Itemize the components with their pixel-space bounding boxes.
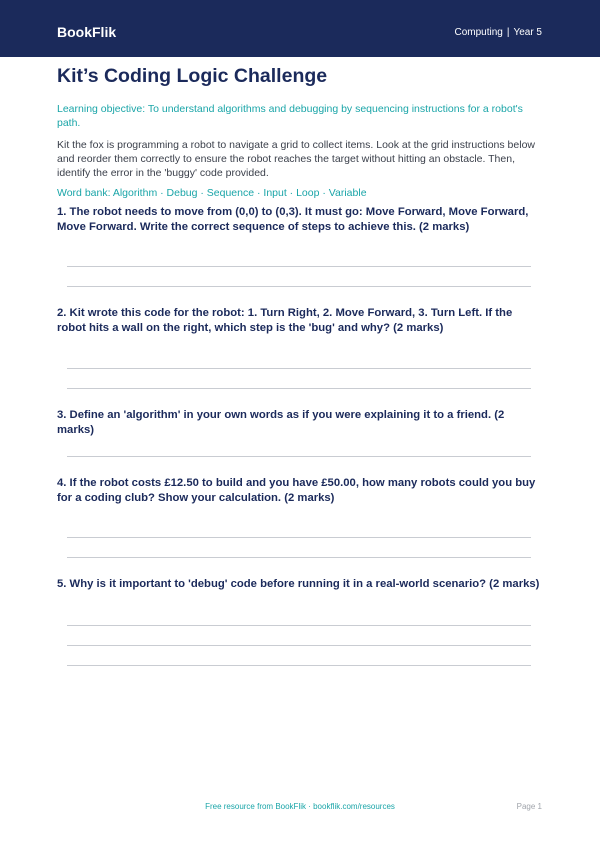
question-2: 2. Kit wrote this code for the robot: 1. Turn Right, 2. Move Forward, 3. Turn Left. If the robot hits a wall on the right, which step is the 'bug' and why? (2 marks) <box>57 307 513 334</box>
year-label: Year 5 <box>513 27 542 38</box>
page-title: Kit’s Coding Logic Challenge <box>57 65 328 87</box>
question-1: 1. The robot needs to move from (0,0) to (0,3). It must go: Move Forward, Move Forward, Move Forward. Write the correct sequence of steps to achieve this. (2 marks) <box>57 206 529 233</box>
answer-line[interactable] <box>67 557 531 558</box>
answer-line[interactable] <box>67 266 531 267</box>
page-number: Page 1 <box>516 802 542 811</box>
question-5: 5. Why is it important to 'debug' code before running it in a real-world scenario? (2 marks) <box>57 578 540 590</box>
answer-line[interactable] <box>67 665 531 666</box>
worksheet-intro <box>57 64 543 200</box>
question-4: 4. If the robot costs £12.50 to build and you have £50.00, how many robots could you buy for a coding club? Show your calculation. (2 marks) <box>57 477 536 504</box>
answer-line[interactable] <box>67 368 531 369</box>
answer-line[interactable] <box>67 625 531 626</box>
intro-text: Kit the fox is programming a robot to navigate a grid to collect items. Look at the grid instructions below and reorder them correctly to ensure the robot reaches the target without hitting an obstacle. Then, identify the error in the 'buggy' code provided. <box>57 139 535 179</box>
answer-line[interactable] <box>67 456 531 457</box>
header-bar <box>0 0 600 57</box>
learning-objective: Learning objective: To understand algorithms and debugging by sequencing instructions for a robot's path. <box>57 103 523 129</box>
answer-line[interactable] <box>67 645 531 646</box>
brand-logo[interactable]: BookFlik <box>57 24 117 40</box>
question-3: 3. Define an 'algorithm' in your own words as if you were explaining it to a friend. (2 marks) <box>57 409 505 436</box>
separator: | <box>506 27 510 38</box>
subject-label: Computing <box>454 27 503 38</box>
answer-line[interactable] <box>67 388 531 389</box>
footer-text[interactable]: Free resource from BookFlik · bookflik.com/resources <box>205 802 395 811</box>
word-bank: Word bank: Algorithm · Debug · Sequence · Input · Loop · Variable <box>57 187 367 199</box>
answer-line[interactable] <box>67 537 531 538</box>
answer-line[interactable] <box>67 286 531 287</box>
subject-year-label <box>454 27 542 39</box>
